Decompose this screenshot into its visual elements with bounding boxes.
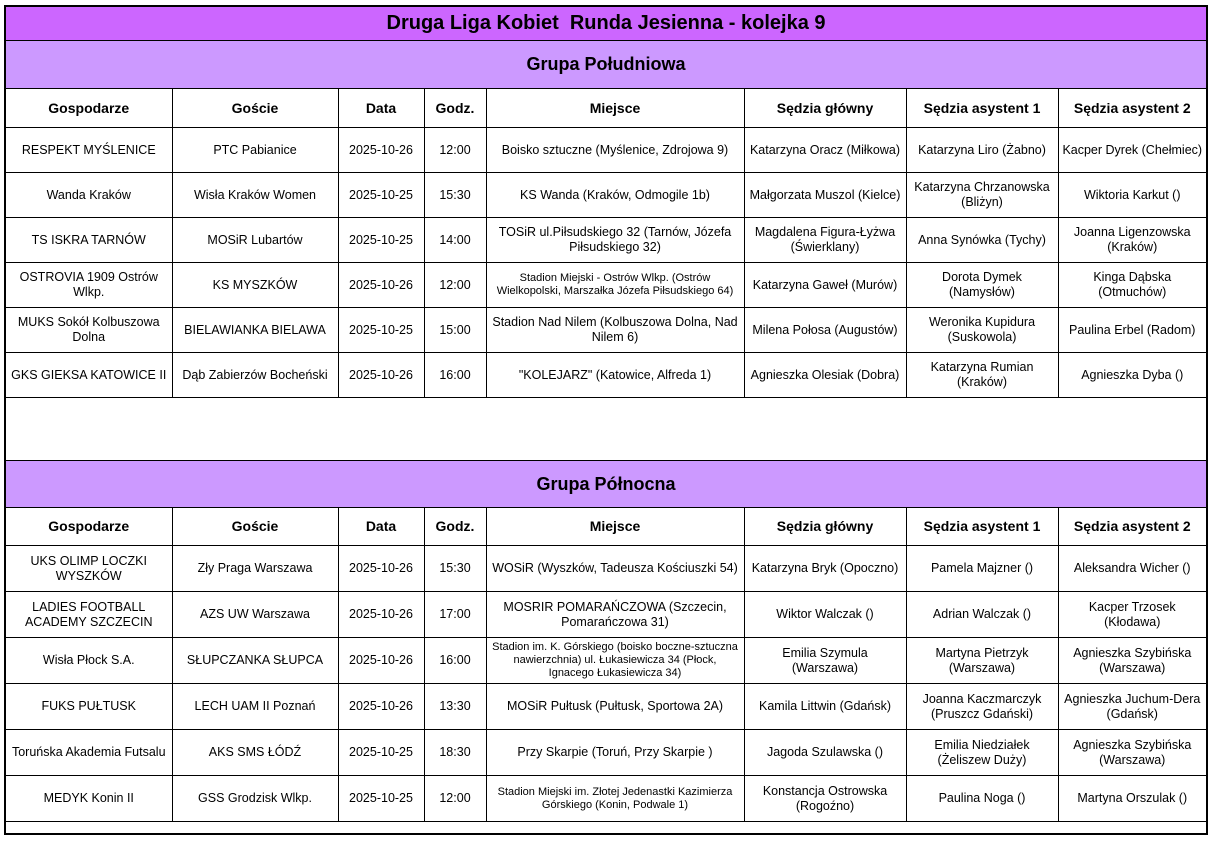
table-row	[6, 546, 1206, 592]
away-team-cell: Zły Praga Warszawa	[172, 546, 338, 592]
home-team-cell: RESPEKT MYŚLENICE	[6, 128, 172, 173]
table-row	[6, 173, 1206, 218]
time-cell: 13:30	[424, 684, 486, 730]
venue-cell: "KOLEJARZ" (Katowice, Alfreda 1)	[486, 353, 744, 398]
time-cell: 16:00	[424, 353, 486, 398]
home-team-cell: Toruńska Akademia Futsalu	[6, 730, 172, 776]
date-cell: 2025-10-26	[338, 546, 424, 592]
assistant-referee-2-cell: Paulina Erbel (Radom)	[1058, 308, 1206, 353]
assistant-referee-1-cell: Pamela Majzner ()	[906, 546, 1058, 592]
date-cell: 2025-10-26	[338, 128, 424, 173]
venue-cell: Boisko sztuczne (Myślenice, Zdrojowa 9)	[486, 128, 744, 173]
time-cell: 15:30	[424, 546, 486, 592]
away-team-cell: LECH UAM II Poznań	[172, 684, 338, 730]
table-row	[6, 592, 1206, 638]
assistant-referee-2-cell: Agnieszka Juchum-Dera (Gdańsk)	[1058, 684, 1206, 730]
assistant-referee-1-cell: Katarzyna Liro (Żabno)	[906, 128, 1058, 173]
assistant-referee-1-cell: Weronika Kupidura (Suskowola)	[906, 308, 1058, 353]
south-body	[6, 128, 1206, 398]
home-team-cell: GKS GIEKSA KATOWICE II	[6, 353, 172, 398]
time-cell: 15:00	[424, 308, 486, 353]
assistant-referee-2-cell: Joanna Ligenzowska (Kraków)	[1058, 218, 1206, 263]
table-row	[6, 308, 1206, 353]
venue-cell: MOSRIR POMARAŃCZOWA (Szczecin, Pomarańczowa 31)	[486, 592, 744, 638]
time-cell: 14:00	[424, 218, 486, 263]
date-cell: 2025-10-26	[338, 638, 424, 684]
main-referee-cell: Milena Połosa (Augustów)	[744, 308, 906, 353]
table-row	[6, 776, 1206, 822]
column-header-venue: Miejsce	[486, 507, 744, 546]
schedule-sheet	[4, 5, 1208, 835]
away-team-cell: AKS SMS ŁÓDŹ	[172, 730, 338, 776]
spacer	[6, 400, 1206, 460]
assistant-referee-2-cell: Martyna Orszulak ()	[1058, 776, 1206, 822]
time-cell: 17:00	[424, 592, 486, 638]
venue-cell: KS Wanda (Kraków, Odmogile 1b)	[486, 173, 744, 218]
assistant-referee-2-cell: Agnieszka Szybińska (Warszawa)	[1058, 638, 1206, 684]
home-team-cell: Wanda Kraków	[6, 173, 172, 218]
away-team-cell: AZS UW Warszawa	[172, 592, 338, 638]
date-cell: 2025-10-25	[338, 173, 424, 218]
date-cell: 2025-10-26	[338, 353, 424, 398]
home-team-cell: MEDYK Konin II	[6, 776, 172, 822]
time-cell: 18:30	[424, 730, 486, 776]
south-table	[6, 89, 1206, 398]
column-header-away-team: Goście	[172, 89, 338, 128]
venue-cell: TOSiR ul.Piłsudskiego 32 (Tarnów, Józefa Piłsudskiego 32)	[486, 218, 744, 263]
home-team-cell: Wisła Płock S.A.	[6, 638, 172, 684]
column-header-assistant-referee-2: Sędzia asystent 2	[1058, 507, 1206, 546]
table-row	[6, 684, 1206, 730]
date-cell: 2025-10-25	[338, 730, 424, 776]
table-row	[6, 353, 1206, 398]
home-team-cell: OSTROVIA 1909 Ostrów Wlkp.	[6, 263, 172, 308]
home-team-cell: FUKS PUŁTUSK	[6, 684, 172, 730]
venue-cell: MOSiR Pułtusk (Pułtusk, Sportowa 2A)	[486, 684, 744, 730]
date-cell: 2025-10-25	[338, 218, 424, 263]
away-team-cell: BIELAWIANKA BIELAWA	[172, 308, 338, 353]
assistant-referee-1-cell: Dorota Dymek (Namysłów)	[906, 263, 1058, 308]
away-team-cell: MOSiR Lubartów	[172, 218, 338, 263]
time-cell: 12:00	[424, 263, 486, 308]
south-header-row	[6, 89, 1206, 128]
date-cell: 2025-10-25	[338, 776, 424, 822]
away-team-cell: Dąb Zabierzów Bocheński	[172, 353, 338, 398]
column-header-main-referee: Sędzia główny	[744, 507, 906, 546]
column-header-date: Data	[338, 507, 424, 546]
time-cell: 12:00	[424, 776, 486, 822]
main-referee-cell: Wiktor Walczak ()	[744, 592, 906, 638]
column-header-time: Godz.	[424, 89, 486, 128]
table-row	[6, 218, 1206, 263]
group-header-north: Grupa Północna	[6, 460, 1206, 508]
main-referee-cell: Emilia Szymula (Warszawa)	[744, 638, 906, 684]
away-team-cell: GSS Grodzisk Wlkp.	[172, 776, 338, 822]
home-team-cell: TS ISKRA TARNÓW	[6, 218, 172, 263]
assistant-referee-1-cell: Adrian Walczak ()	[906, 592, 1058, 638]
column-header-home-team: Gospodarze	[6, 507, 172, 546]
table-row	[6, 638, 1206, 684]
main-referee-cell: Agnieszka Olesiak (Dobra)	[744, 353, 906, 398]
time-cell: 16:00	[424, 638, 486, 684]
column-header-main-referee: Sędzia główny	[744, 89, 906, 128]
main-referee-cell: Małgorzata Muszol (Kielce)	[744, 173, 906, 218]
date-cell: 2025-10-26	[338, 684, 424, 730]
venue-cell: Stadion Nad Nilem (Kolbuszowa Dolna, Nad Nilem 6)	[486, 308, 744, 353]
column-header-home-team: Gospodarze	[6, 89, 172, 128]
assistant-referee-2-cell: Agnieszka Szybińska (Warszawa)	[1058, 730, 1206, 776]
venue-cell: Stadion im. K. Górskiego (boisko boczne-sztuczna nawierzchnia) ul. Łukasiewicza 34 (Płock, Ignacego Łukasiewicza 34)	[486, 638, 744, 684]
time-cell: 15:30	[424, 173, 486, 218]
venue-cell: WOSiR (Wyszków, Tadeusza Kościuszki 54)	[486, 546, 744, 592]
assistant-referee-2-cell: Wiktoria Karkut ()	[1058, 173, 1206, 218]
away-team-cell: SŁUPCZANKA SŁUPCA	[172, 638, 338, 684]
away-team-cell: Wisła Kraków Women	[172, 173, 338, 218]
date-cell: 2025-10-26	[338, 592, 424, 638]
main-referee-cell: Katarzyna Oracz (Miłkowa)	[744, 128, 906, 173]
main-referee-cell: Jagoda Szulawska ()	[744, 730, 906, 776]
column-header-assistant-referee-1: Sędzia asystent 1	[906, 89, 1058, 128]
main-referee-cell: Magdalena Figura-Łyżwa (Świerklany)	[744, 218, 906, 263]
main-referee-cell: Katarzyna Bryk (Opoczno)	[744, 546, 906, 592]
assistant-referee-2-cell: Agnieszka Dyba ()	[1058, 353, 1206, 398]
home-team-cell: MUKS Sokół Kolbuszowa Dolna	[6, 308, 172, 353]
assistant-referee-2-cell: Kacper Trzosek (Kłodawa)	[1058, 592, 1206, 638]
column-header-time: Godz.	[424, 507, 486, 546]
table-row	[6, 730, 1206, 776]
north-body	[6, 546, 1206, 822]
assistant-referee-1-cell: Katarzyna Rumian (Kraków)	[906, 353, 1058, 398]
main-referee-cell: Konstancja Ostrowska (Rogoźno)	[744, 776, 906, 822]
column-header-venue: Miejsce	[486, 89, 744, 128]
date-cell: 2025-10-25	[338, 308, 424, 353]
venue-cell: Przy Skarpie (Toruń, Przy Skarpie )	[486, 730, 744, 776]
column-header-assistant-referee-1: Sędzia asystent 1	[906, 507, 1058, 546]
venue-cell: Stadion Miejski - Ostrów Wlkp. (Ostrów Wielkopolski, Marszałka Józefa Piłsudskiego 64)	[486, 263, 744, 308]
page-title: Druga Liga Kobiet Runda Jesienna - kolejka 9	[6, 7, 1206, 41]
assistant-referee-1-cell: Katarzyna Chrzanowska (Bliżyn)	[906, 173, 1058, 218]
group-header-south: Grupa Południowa	[6, 41, 1206, 89]
venue-cell: Stadion Miejski im. Złotej Jedenastki Kazimierza Górskiego (Konin, Podwale 1)	[486, 776, 744, 822]
away-team-cell: PTC Pabianice	[172, 128, 338, 173]
home-team-cell: UKS OLIMP LOCZKI WYSZKÓW	[6, 546, 172, 592]
assistant-referee-1-cell: Martyna Pietrzyk (Warszawa)	[906, 638, 1058, 684]
column-header-away-team: Goście	[172, 507, 338, 546]
time-cell: 12:00	[424, 128, 486, 173]
date-cell: 2025-10-26	[338, 263, 424, 308]
away-team-cell: KS MYSZKÓW	[172, 263, 338, 308]
assistant-referee-1-cell: Emilia Niedziałek (Żeliszew Duży)	[906, 730, 1058, 776]
table-row	[6, 263, 1206, 308]
column-header-assistant-referee-2: Sędzia asystent 2	[1058, 89, 1206, 128]
assistant-referee-2-cell: Aleksandra Wicher ()	[1058, 546, 1206, 592]
assistant-referee-1-cell: Joanna Kaczmarczyk (Pruszcz Gdański)	[906, 684, 1058, 730]
home-team-cell: LADIES FOOTBALL ACADEMY SZCZECIN	[6, 592, 172, 638]
north-table	[6, 507, 1206, 822]
assistant-referee-2-cell: Kacper Dyrek (Chełmiec)	[1058, 128, 1206, 173]
assistant-referee-2-cell: Kinga Dąbska (Otmuchów)	[1058, 263, 1206, 308]
main-referee-cell: Katarzyna Gaweł (Murów)	[744, 263, 906, 308]
north-header-row	[6, 507, 1206, 546]
table-row	[6, 128, 1206, 173]
column-header-date: Data	[338, 89, 424, 128]
assistant-referee-1-cell: Paulina Noga ()	[906, 776, 1058, 822]
main-referee-cell: Kamila Littwin (Gdańsk)	[744, 684, 906, 730]
assistant-referee-1-cell: Anna Synówka (Tychy)	[906, 218, 1058, 263]
